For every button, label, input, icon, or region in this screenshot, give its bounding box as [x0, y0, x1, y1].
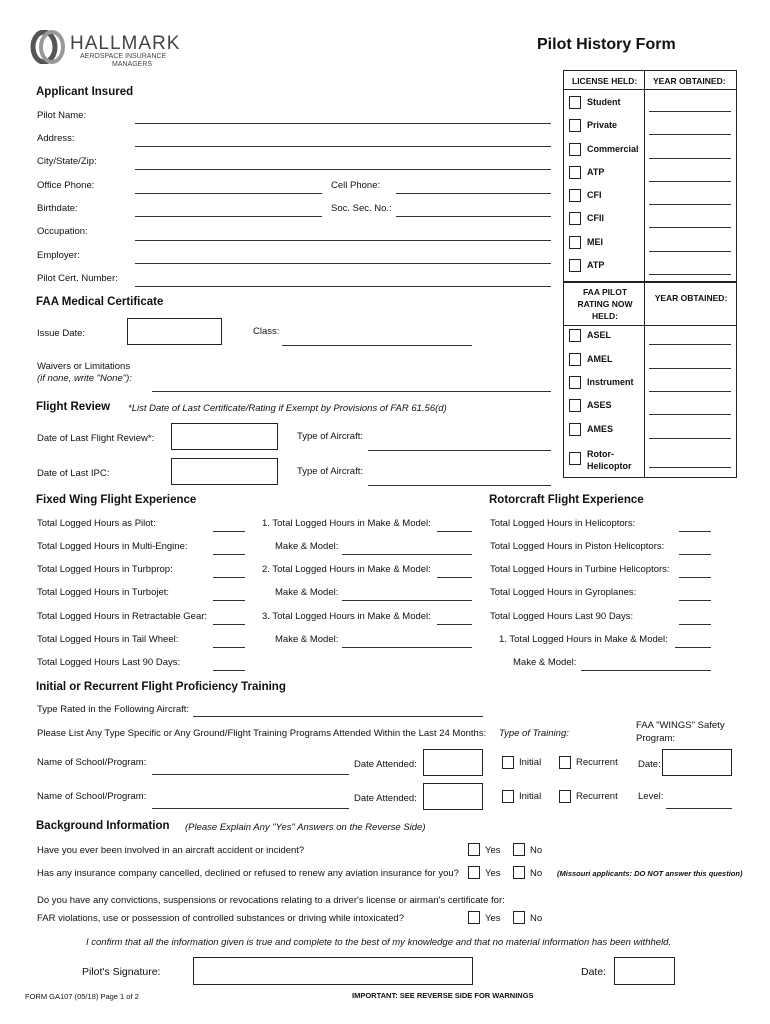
- rotorcraft-make-label: 1. Total Logged Hours in Make & Model:: [499, 634, 668, 645]
- wings-date-field[interactable]: [662, 749, 732, 776]
- type-rated-label: Type Rated in the Following Aircraft:: [37, 704, 190, 715]
- rating-label: AMES: [587, 424, 614, 434]
- rating-year-field[interactable]: [649, 467, 731, 468]
- rating-label: AMEL: [587, 354, 613, 364]
- birthdate-label: Birthdate:: [37, 203, 78, 214]
- office-phone-field[interactable]: [135, 193, 322, 194]
- question-convictions: Do you have any convictions, suspensions or revocations relating to a driver's license or airman's certificate for:: [37, 895, 505, 906]
- fixed-wing-heading: Fixed Wing Flight Experience: [36, 494, 197, 506]
- license-year-field[interactable]: [649, 274, 731, 275]
- pilot-name-label: Pilot Name:: [37, 110, 87, 121]
- rating-label: ASES: [587, 400, 612, 410]
- initial-checkbox-2[interactable]: [502, 790, 514, 803]
- license-label: Student: [587, 97, 621, 107]
- type-aircraft-field-1[interactable]: [368, 450, 551, 451]
- school-field-1[interactable]: [152, 774, 349, 775]
- confirm-statement: I confirm that all the information given is true and complete to the best of my knowledge and that no material information has been withheld.: [86, 937, 672, 948]
- make-model-label: 3. Total Logged Hours in Make & Model:: [262, 611, 431, 622]
- license-label: CFI: [587, 190, 602, 200]
- rating-checkbox[interactable]: [569, 399, 581, 412]
- recurrent-label-2: Recurrent: [576, 791, 618, 802]
- far-no-label: No: [530, 913, 543, 924]
- license-checkbox[interactable]: [569, 143, 581, 156]
- last-review-label: Date of Last Flight Review*:: [37, 433, 155, 444]
- rotorcraft-label: Total Logged Hours in Turbine Helicoptors:: [490, 564, 670, 575]
- license-held-header: LICENSE HELD:: [572, 76, 638, 86]
- training-heading: Initial or Recurrent Flight Proficiency Training: [36, 681, 286, 693]
- accident-no-checkbox[interactable]: [513, 843, 525, 856]
- school-label-2: Name of School/Program:: [37, 791, 147, 802]
- question-insurance: Has any insurance company cancelled, declined or refused to renew any aviation insurance for you?: [37, 868, 459, 879]
- rating-year-field[interactable]: [649, 368, 731, 369]
- rotorcraft-hours-field[interactable]: [679, 624, 711, 625]
- license-year-field[interactable]: [649, 251, 731, 252]
- accident-no-label: No: [530, 845, 543, 856]
- rotorcraft-hours-field[interactable]: [679, 577, 711, 578]
- wings-label: FAA "WINGS" Safety: [636, 720, 725, 731]
- occupation-field[interactable]: [135, 240, 551, 241]
- waivers-note: (if none, write "None"):: [37, 373, 132, 384]
- type-rated-field[interactable]: [193, 716, 483, 717]
- make-model-label: Make & Model:: [275, 634, 339, 645]
- cell-phone-field[interactable]: [396, 193, 551, 194]
- waivers-label: Waivers or Limitations: [37, 361, 131, 372]
- rating-checkbox[interactable]: [569, 376, 581, 389]
- recurrent-label-1: Recurrent: [576, 757, 618, 768]
- fixed-wing-label: Total Logged Hours as Pilot:: [37, 518, 156, 529]
- cert-number-field[interactable]: [135, 286, 551, 287]
- city-label: City/State/Zip:: [37, 156, 97, 167]
- license-checkbox[interactable]: [569, 236, 581, 249]
- type-of-training-label: Type of Training:: [499, 728, 569, 739]
- license-checkbox[interactable]: [569, 189, 581, 202]
- rating-held-header: FAA PILOT RATING NOW HELD:: [577, 287, 633, 321]
- rating-label: Rotor-Helicoptor: [587, 449, 632, 471]
- wings-date-label: Date:: [638, 759, 661, 770]
- issue-date-label: Issue Date:: [37, 328, 86, 339]
- initial-label-2: Initial: [519, 791, 542, 802]
- license-year-field[interactable]: [649, 134, 731, 135]
- ssn-label: Soc. Sec. No.:: [331, 203, 392, 214]
- date-attended-field-2[interactable]: [423, 783, 483, 810]
- type-aircraft-field-2[interactable]: [368, 485, 551, 486]
- rating-label: Instrument: [587, 377, 634, 387]
- license-year-field[interactable]: [649, 111, 731, 112]
- license-label: Private: [587, 120, 618, 130]
- fixed-wing-label: Total Logged Hours Last 90 Days:: [37, 657, 181, 668]
- last-ipc-label: Date of Last IPC:: [37, 468, 110, 479]
- employer-label: Employer:: [37, 250, 80, 261]
- far-no-checkbox[interactable]: [513, 911, 525, 924]
- license-label: MEI: [587, 237, 604, 247]
- applicant-heading: Applicant Insured: [36, 86, 134, 98]
- make-model-label: Make & Model:: [275, 587, 339, 598]
- cert-number-label: Pilot Cert. Number:: [37, 273, 118, 284]
- make-model-field[interactable]: [342, 647, 472, 648]
- rotorcraft-label: Total Logged Hours Last 90 Days:: [490, 611, 634, 622]
- recurrent-checkbox-1[interactable]: [559, 756, 571, 769]
- insurance-yes-checkbox[interactable]: [468, 866, 480, 879]
- form-number: FORM GA107 (05/18) Page 1 of 2: [25, 992, 139, 1001]
- license-year-field[interactable]: [649, 158, 731, 159]
- recurrent-checkbox-2[interactable]: [559, 790, 571, 803]
- class-label: Class:: [253, 326, 280, 337]
- fixed-wing-hours-field[interactable]: [213, 577, 245, 578]
- far-yes-label: Yes: [485, 913, 501, 924]
- rotorcraft-make-hours-field[interactable]: [675, 647, 711, 648]
- license-year-field[interactable]: [649, 227, 731, 228]
- background-heading: Background Information: [36, 820, 170, 832]
- license-label: ATP: [587, 167, 605, 177]
- make-model-hours-field[interactable]: [437, 577, 472, 578]
- training-list-label: Please List Any Type Specific or Any Ground/Flight Training Programs Attended Within the Last 24 Months:: [37, 728, 487, 739]
- make-model-hours-field[interactable]: [437, 531, 472, 532]
- fixed-wing-label: Total Logged Hours in Turbprop:: [37, 564, 173, 575]
- license-label: Commercial: [587, 144, 639, 154]
- license-checkbox[interactable]: [569, 259, 581, 272]
- fixed-wing-label: Total Logged Hours in Multi-Engine:: [37, 541, 188, 552]
- pilot-name-field[interactable]: [135, 123, 551, 124]
- fixed-wing-label: Total Logged Hours in Turbojet:: [37, 587, 170, 598]
- question-accident: Have you ever been involved in an aircraft accident or incident?: [37, 845, 305, 856]
- insurance-no-label: No: [530, 868, 543, 879]
- address-label: Address:: [37, 133, 75, 144]
- rating-year-field[interactable]: [649, 344, 731, 345]
- rotorcraft-label: Total Logged Hours in Helicoptors:: [490, 518, 636, 529]
- license-checkbox[interactable]: [569, 212, 581, 225]
- fixed-wing-hours-field[interactable]: [213, 600, 245, 601]
- birthdate-field[interactable]: [135, 216, 322, 217]
- rating-checkbox[interactable]: [569, 329, 581, 342]
- type-aircraft-label-2: Type of Aircraft:: [297, 466, 363, 477]
- logo-name: HALLMARK: [70, 33, 181, 54]
- logo-sub2: MANAGERS: [112, 61, 153, 68]
- date-attended-field-1[interactable]: [423, 749, 483, 776]
- fixed-wing-hours-field[interactable]: [213, 554, 245, 555]
- office-phone-label: Office Phone:: [37, 180, 95, 191]
- question-far: FAR violations, use or possession of controlled substances or driving while intoxicated?: [37, 913, 404, 924]
- license-label: CFII: [587, 213, 604, 223]
- accident-yes-label: Yes: [485, 845, 501, 856]
- signature-label: Pilot's Signature:: [82, 966, 161, 978]
- flight-review-note: *List Date of Last Certificate/Rating if Exempt by Provisions of FAR 61.56(d): [128, 403, 447, 414]
- logo: [30, 30, 200, 70]
- flight-review-heading: Flight Review: [36, 401, 111, 413]
- license-checkbox[interactable]: [569, 119, 581, 132]
- license-year-field[interactable]: [649, 204, 731, 205]
- waivers-field[interactable]: [152, 391, 551, 392]
- make-model-field[interactable]: [342, 554, 472, 555]
- employer-field[interactable]: [135, 263, 551, 264]
- rotorcraft-label: Total Logged Hours in Gyroplanes:: [490, 587, 637, 598]
- rating-checkbox[interactable]: [569, 423, 581, 436]
- initial-label-1: Initial: [519, 757, 542, 768]
- rotorcraft-make-model-field[interactable]: [581, 670, 711, 671]
- signature-date-field[interactable]: [614, 957, 675, 985]
- ssn-field[interactable]: [396, 216, 551, 217]
- type-aircraft-label-1: Type of Aircraft:: [297, 431, 363, 442]
- make-model-label: 1. Total Logged Hours in Make & Model:: [262, 518, 431, 529]
- rotorcraft-hours-field[interactable]: [679, 600, 711, 601]
- make-model-hours-field[interactable]: [437, 624, 472, 625]
- date-attended-label-1: Date Attended:: [354, 759, 417, 770]
- rotorcraft-hours-field[interactable]: [679, 531, 711, 532]
- license-checkbox[interactable]: [569, 166, 581, 179]
- occupation-label: Occupation:: [37, 226, 88, 237]
- school-label-1: Name of School/Program:: [37, 757, 147, 768]
- insurance-yes-label: Yes: [485, 868, 501, 879]
- far-yes-checkbox[interactable]: [468, 911, 480, 924]
- logo-sub1: AEROSPACE INSURANCE: [80, 53, 167, 60]
- fixed-wing-hours-field[interactable]: [213, 531, 245, 532]
- fixed-wing-hours-field[interactable]: [213, 670, 245, 671]
- license-label: ATP: [587, 260, 605, 270]
- city-field[interactable]: [135, 169, 551, 170]
- make-model-label: Make & Model:: [275, 541, 339, 552]
- rating-checkbox[interactable]: [569, 353, 581, 366]
- rating-year-field[interactable]: [649, 438, 731, 439]
- fixed-wing-label: Total Logged Hours in Tail Wheel:: [37, 634, 179, 645]
- rotorcraft-make-model-label: Make & Model:: [513, 657, 577, 668]
- medical-heading: FAA Medical Certificate: [36, 296, 164, 308]
- rating-label: ASEL: [587, 330, 612, 340]
- signature-date-label: Date:: [581, 966, 607, 978]
- missouri-note: (Missouri applicants: DO NOT answer this question): [557, 869, 743, 878]
- last-review-field[interactable]: [171, 423, 278, 450]
- issue-date-field[interactable]: [127, 318, 222, 345]
- cell-phone-label: Cell Phone:: [331, 180, 381, 191]
- year-obtained-header: YEAR OBTAINED:: [653, 76, 726, 86]
- date-attended-label-2: Date Attended:: [354, 793, 417, 804]
- important-note: IMPORTANT: SEE REVERSE SIDE FOR WARNINGS: [352, 991, 534, 1000]
- rating-year-field[interactable]: [649, 414, 731, 415]
- hallmark-logo-icon: [30, 30, 66, 64]
- rotorcraft-label: Total Logged Hours in Piston Helicoptors:: [490, 541, 665, 552]
- background-note: (Please Explain Any "Yes" Answers on the Reverse Side): [185, 822, 426, 833]
- school-field-2[interactable]: [152, 808, 349, 809]
- rating-checkbox[interactable]: [569, 452, 581, 465]
- wings-level-field[interactable]: [666, 808, 732, 809]
- make-model-label: 2. Total Logged Hours in Make & Model:: [262, 564, 431, 575]
- signature-field[interactable]: [193, 957, 473, 985]
- accident-yes-checkbox[interactable]: [468, 843, 480, 856]
- wings-level-label: Level:: [638, 791, 664, 802]
- rating-year-field[interactable]: [649, 391, 731, 392]
- fixed-wing-label: Total Logged Hours in Retractable Gear:: [37, 611, 208, 622]
- license-checkbox[interactable]: [569, 96, 581, 109]
- initial-checkbox-1[interactable]: [502, 756, 514, 769]
- address-field[interactable]: [135, 146, 551, 147]
- wings-label-2: Program:: [636, 733, 676, 744]
- insurance-no-checkbox[interactable]: [513, 866, 525, 879]
- make-model-field[interactable]: [342, 600, 472, 601]
- rating-year-header: YEAR OBTAINED:: [654, 293, 728, 303]
- class-field[interactable]: [282, 345, 472, 346]
- rotorcraft-heading: Rotorcraft Flight Experience: [489, 494, 644, 506]
- page-title: Pilot History Form: [537, 36, 676, 53]
- fixed-wing-hours-field[interactable]: [213, 624, 245, 625]
- rotorcraft-hours-field[interactable]: [679, 554, 711, 555]
- last-ipc-field[interactable]: [171, 458, 278, 485]
- license-year-field[interactable]: [649, 181, 731, 182]
- fixed-wing-hours-field[interactable]: [213, 647, 245, 648]
